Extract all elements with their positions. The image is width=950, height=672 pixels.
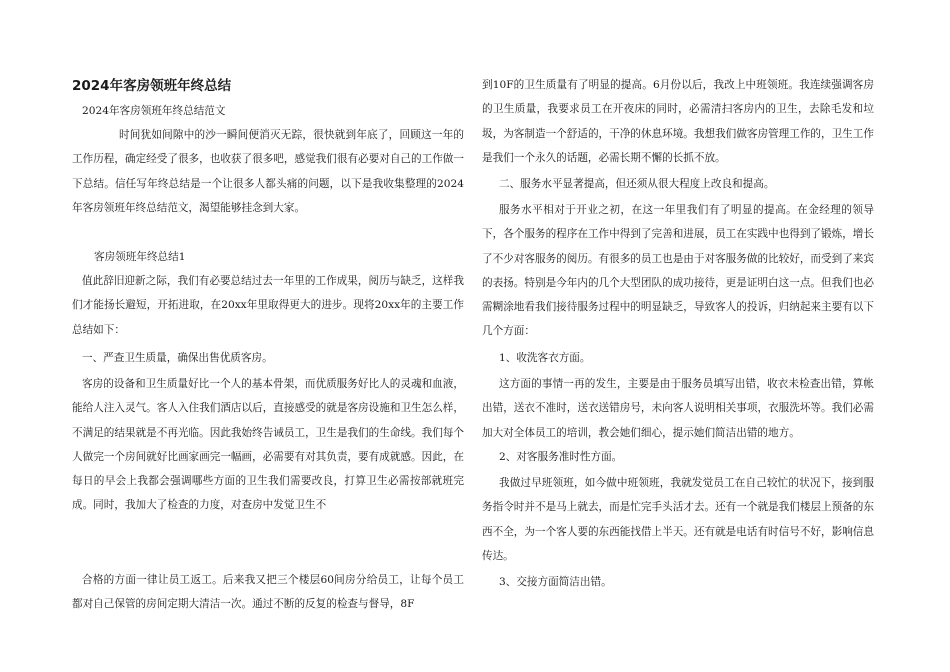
list-item-heading: 2、对客服务准时性方面。 bbox=[499, 451, 623, 463]
body-paragraph: 我做过早班领班，如今做中班领班，我就发觉员工在自己较忙的状况下，接到服务指令时并不是马上就去，而是忙完手头活才去。还有一个就是我们楼层上预备的东西不全，为一个客人要的东西能找借上半天。还有就是电话有时信号不好，影响信息传达。 bbox=[482, 477, 874, 562]
section-heading: 客房领班年终总结1 bbox=[94, 251, 186, 263]
subsection-heading: 一、严查卫生质量，确保出售优质客房。 bbox=[82, 352, 273, 364]
body-paragraph: 这方面的事情一再的发生，主要是由于服务员填写出错，收衣未检查出错，算帐出错，送衣不准时，送衣送错房号，未向客人说明相关事项，衣服洗坏等。我们必需加大对全体员工的培训，教会她们细心，提示她们简洁出错的地方。 bbox=[482, 378, 874, 439]
body-paragraph: 客房的设备和卫生质量好比一个人的基本骨架，而优质服务好比人的灵魂和血液，能给人注入灵气。客人入住我们酒店以后，直接感受的就是客房设施和卫生怎么样，不满足的结果就是不再光临。因此我始终告诫员工，卫生是我们的生命线。我们每个人做完一个房间就好比画家画完一幅画，必需要有对其负责，要有成就感。因此，在每日的早会上我都会强调哪些方面的卫生我们需要改良，打算卫生必需按部就班完成。同时，我加大了检查的力度，对查房中发觉卫生不 bbox=[72, 378, 464, 512]
list-item-heading: 3、交接方面简洁出错。 bbox=[499, 576, 612, 588]
document-title: 2024年客房领班年终总结 bbox=[72, 78, 232, 94]
list-item-heading: 1、收洗客衣方面。 bbox=[499, 352, 591, 364]
body-paragraph: 服务水平相对于开业之初，在这一年里我们有了明显的提高。在金经理的领导下，各个服务的程序在工作中得到了完善和进展，员工在实践中也得到了锻炼，增长了不少对客服务的阅历。有很多的员工也是由于对客服务做的比较好，而受到了来宾的表扬。特别是今年内的几个大型团队的成功接待，更是证明白这一点。但我们也必需糊涂地看我们接待服务过程中的明显缺乏，导致客人的投诉，归纳起来主要有以下几个方面： bbox=[482, 204, 874, 338]
body-paragraph: 合格的方面一律让员工返工。后来我又把三个楼层60间房分给员工，让每个员工都对自己保管的房间定期大清洁一次。通过不断的反复的检查与督导，8F bbox=[72, 574, 464, 611]
intro-paragraph: 时间犹如间隙中的沙一瞬间便消灭无踪，很快就到年底了，回顾这一年的工作历程，确定经受了很多，也收获了很多吧，感觉我们很有必要对自己的工作做一下总结。信任写年终总结是一个让很多人都头痛的问题，以下是我收集整理的2024年客房领班年终总结范文，渴望能够挂念到大家。 bbox=[72, 129, 464, 214]
body-paragraph: 值此辞旧迎新之际，我们有必要总结过去一年里的工作成果，阅历与缺乏，这样我们才能扬长避短，开拓进取，在20xx年里取得更大的进步。现将20xx年的主要工作总结如下： bbox=[72, 275, 464, 336]
subsection-heading: 二、服务水平显著提高，但还须从很大程度上改良和提高。 bbox=[499, 178, 775, 190]
document-subtitle: 2024年客房领班年终总结范文 bbox=[82, 105, 226, 117]
body-paragraph: 到10F的卫生质量有了明显的提高。6月份以后，我改上中班领班。我连续强调客房的卫生质量，我要求员工在开夜床的同时，必需清扫客房内的卫生，去除毛发和垃圾，为客制造一个舒适的，干净的休息环境。我想我们做客房管理工作的，卫生工作是我们一个永久的话题，必需长期不懈的长抓不放。 bbox=[482, 79, 874, 164]
